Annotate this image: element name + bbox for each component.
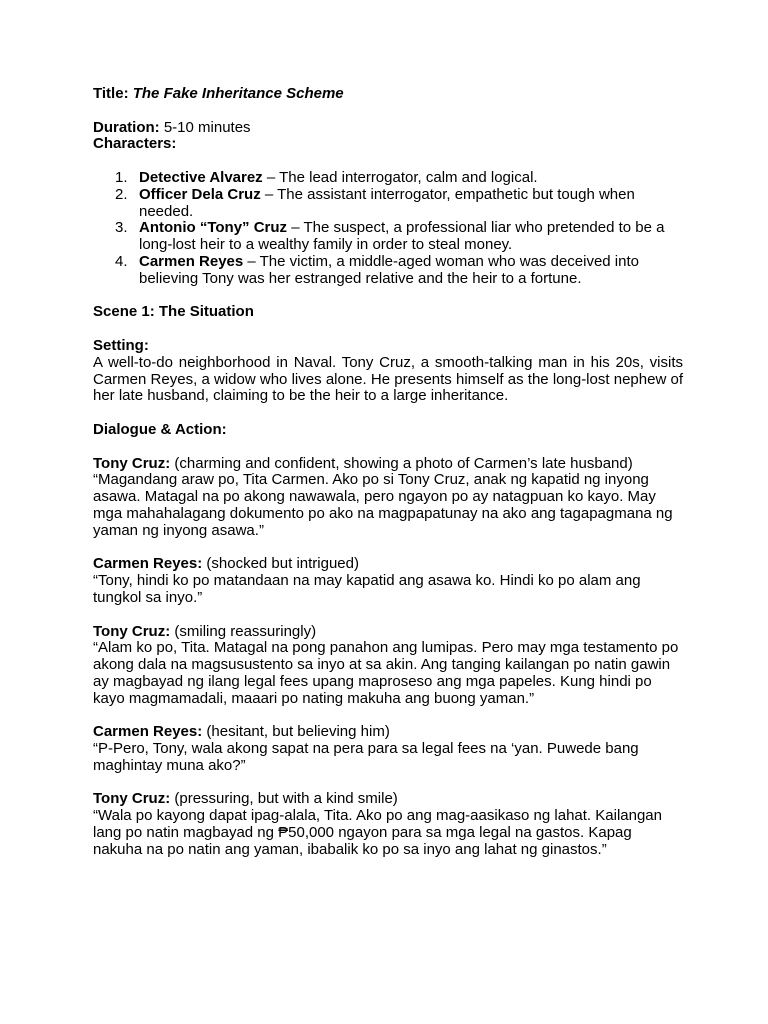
stage-direction: (charming and confident, showing a photo of Carmen’s late husband) — [170, 454, 633, 472]
speaker-line — [93, 456, 683, 473]
character-number: 3. — [115, 219, 128, 237]
setting-heading: Setting: — [93, 336, 149, 354]
speaker-name: Carmen Reyes: — [93, 555, 203, 573]
character-item — [93, 220, 683, 254]
characters-label: Characters: — [93, 135, 177, 153]
dialogue-line: “Tony, hindi ko po matandaan na may kapatid ang asawa ko. Hindi ko po alam ang tungkol sa inyo.” — [93, 572, 641, 606]
dialogue-block — [93, 791, 683, 858]
dialogue-line: “Wala po kayong dapat ipag-alala, Tita. Ako po ang mag-aasikaso ng lahat. Kailangan lang po natin magbayad ng ₱50,000 ngayon para sa mga legal na gastos. Kapag nakuha na po natin ang yaman, ibabalik ko po sa inyo ang lahat ng ginastos.” — [93, 807, 662, 858]
duration-label: Duration: — [93, 118, 160, 136]
speaker-line — [93, 624, 683, 641]
character-name: Officer Dela Cruz — [139, 185, 261, 203]
stage-direction: (hesitant, but believing him) — [202, 723, 390, 741]
title-line — [93, 86, 683, 103]
character-number: 2. — [115, 185, 128, 203]
character-number: 1. — [115, 168, 128, 186]
character-item — [93, 187, 683, 221]
speaker-line — [93, 724, 683, 741]
speaker-line — [93, 791, 683, 808]
character-name: Detective Alvarez — [139, 168, 263, 186]
character-item — [93, 254, 683, 288]
stage-direction: (smiling reassuringly) — [170, 622, 317, 640]
duration-value: 5-10 minutes — [163, 118, 251, 136]
speaker-line — [93, 556, 683, 573]
character-name: Antonio “Tony” Cruz — [139, 219, 288, 237]
speaker-name: Tony Cruz: — [93, 790, 171, 808]
title-value: The Fake Inheritance Scheme — [132, 85, 344, 102]
character-description: – The assistant interrogator, empathetic but tough when needed. — [139, 185, 635, 220]
scene-heading: Scene 1: The Situation — [93, 303, 254, 321]
stage-direction: (pressuring, but with a kind smile) — [170, 790, 398, 808]
dialogue-line: “Alam ko po, Tita. Matagal na pong panahon ang lumipas. Pero may mga testamento po akong dala na magsusustento sa inyo at sa akin. Ang tanging kailangan po natin gawin ay magbayad ng ilang legal fees upang maproseso ang mga papeles. Kung hindi po kayo magmamadali, maaari po nating makuha ang buong yaman.” — [93, 639, 679, 707]
character-description: – The lead interrogator, calm and logical. — [262, 168, 538, 186]
dialogue-line: “P-Pero, Tony, wala akong sapat na pera para sa legal fees na ‘yan. Puwede bang maghintay muna ako?” — [93, 740, 639, 774]
character-list — [93, 170, 683, 288]
dialogue-line: “Magandang araw po, Tita Carmen. Ako po si Tony Cruz, anak ng kapatid ng inyong asawa. Matagal na po akong nawawala, pero ngayon po ay natagpuan ko kayo. May mga mahahalagang dokumento po ako na magpapatunay na ako ang tagapagmana ng yaman ng inyong asawa.” — [93, 471, 673, 539]
stage-direction: (shocked but intrigued) — [202, 555, 359, 573]
dialogue-block — [93, 556, 683, 606]
dialogue-block — [93, 724, 683, 774]
speaker-name: Carmen Reyes: — [93, 723, 203, 741]
script-page — [93, 86, 683, 859]
setting-text: A well-to-do neighborhood in Naval. Tony Cruz, a smooth-talking man in his 20s, visits Carmen Reyes, a widow who lives alone. He presents himself as the long-lost nephew of her late husband, claiming to be the heir to a large inheritance. — [93, 353, 683, 405]
speaker-name: Tony Cruz: — [93, 454, 171, 472]
character-item — [93, 170, 683, 187]
character-name: Carmen Reyes — [139, 252, 244, 270]
title-label: Title: — [93, 85, 129, 102]
characters-heading — [93, 136, 683, 153]
duration-line — [93, 120, 683, 137]
character-description: – The suspect, a professional liar who pretended to be a long-lost heir to a wealthy family in order to steal money. — [139, 219, 665, 254]
speaker-name: Tony Cruz: — [93, 622, 171, 640]
dialogue-block — [93, 456, 683, 540]
character-description: – The victim, a middle-aged woman who was deceived into believing Tony was her estranged relative and the heir to a fortune. — [139, 252, 639, 287]
dialogue-heading: Dialogue & Action: — [93, 420, 227, 438]
dialogue-block — [93, 624, 683, 708]
character-number: 4. — [115, 252, 128, 270]
